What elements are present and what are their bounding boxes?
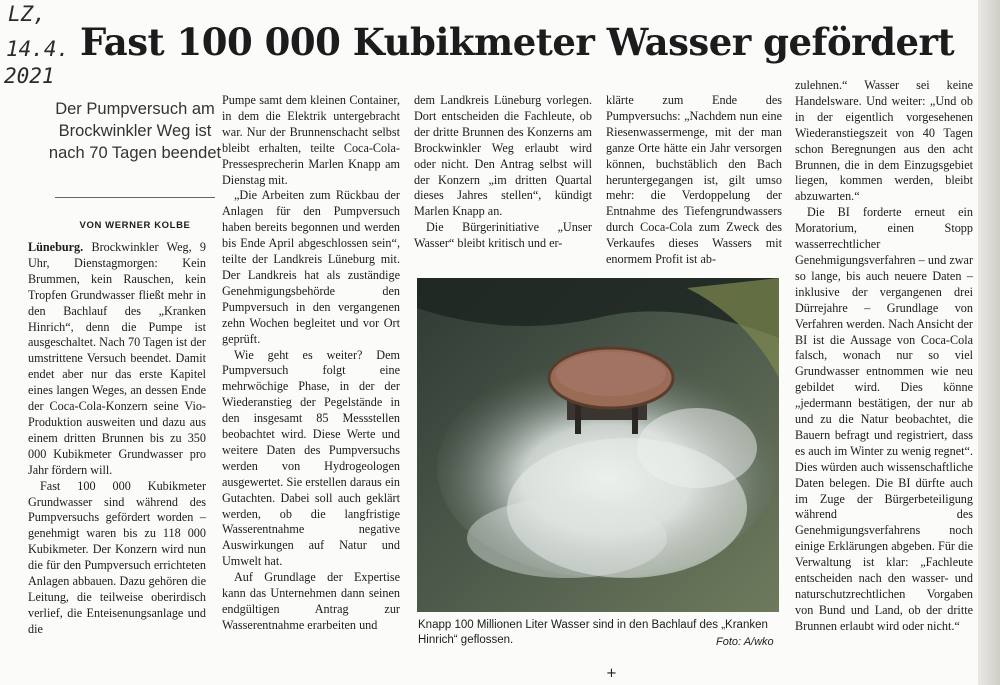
paragraph: dem Landkreis Lüneburg vorlegen. Dort entscheiden die Fachleute, ob der dritte Brunnen des Konzerns am Brockwinkler Weg erlaubt wird oder nicht. Den Antrag selbst will der Konzern „im dritten Quartal dieses Jahres stellen“, kündigt Marlen Knapp an. <box>414 93 592 219</box>
column-5 <box>795 78 973 678</box>
paragraph: Wie geht es weiter? Dem Pumpversuch folgt eine mehrwöchige Phase, in der der Wiederanstieg der Pegelstände in den insgesamt 85 Messstellen beobachtet wird. Diese Werte und weitere Daten des Pumpversuchs werden von Hydrogeologen ausgewertet. Sie erstellen daraus ein Gutachten. Dabei soll auch geklärt werden, ob die langfristige Wasserentnahme negative Auswirkungen auf Natur und Umwelt hat. <box>222 347 400 569</box>
article-subhead: Der Pumpversuch am Brockwinkler Weg ist nach 70 Tagen beendet <box>48 100 222 162</box>
paragraph: Die Bürgerinitiative „Unser Wasser“ bleibt kritisch und er- <box>414 220 592 251</box>
handwritten-year: 2021 <box>4 64 55 88</box>
paragraph: klärte zum Ende des Pumpversuchs: „Nachdem nun eine Riesenwassermenge, mit der man ganze Orte hätte ein Jahr versorgen können, buchstäblich den Bach heruntergegangen ist, gilt umso mehr: die Verdoppelung der Entnahme des Tiefengrundwassers durch Coca-Cola zum Zweck des Verkaufes dieses Wassers mit enormem Profit ist ab- <box>606 93 782 267</box>
column-2 <box>222 93 400 663</box>
paragraph <box>28 240 206 479</box>
paragraph: „Die Arbeiten zum Rückbau der Anlagen für den Pumpversuch haben bereits begonnen und werden bis Ende April abgeschlossen sein“, teilte der Landkreis Lüneburg mit. Der Landkreis hat als zuständige Genehmigungsbehörde den Pumpversuch in den vergangenen zehn Wochen begleitet und vor Ort geprüft. <box>222 188 400 346</box>
handwritten-source: LZ, <box>8 2 46 26</box>
well-photo-illustration <box>417 278 779 612</box>
byline: VON WERNER KOLBE <box>79 220 191 231</box>
article-photo <box>417 278 779 612</box>
photo-caption: Knapp 100 Millionen Liter Wasser sind in den Bachlauf des „Kranken Hinrich“ geflossen. <box>418 619 768 646</box>
paragraph: zulehnen.“ Wasser sei keine Handelsware. Und weiter: „Und ob in der eigentlich vorgesehenen Wiederanstiegszeit von 40 Tagen schon Beregnungen aus den acht Brunnen, die in dem Einzugsgebiet liegen, kommen werden, bleibt abzuwarten.“ <box>795 78 973 204</box>
photo-credit: Foto: A/wko <box>716 636 774 648</box>
paragraph-text: Brockwinkler Weg, 9 Uhr, Dienstagmorgen: Kein Brummen, kein Rauschen, kein Tropfen Grundwasser fließt mehr in den Bachlauf des „Kranken Hinrich“, denn die Pumpe ist ausgeschaltet. Nach 70 Tagen ist der umstrittene Versuch beendet. Damit endet aber nur das erste Kapitel eines langen Weges, an dessen Ende der Coca-Cola-Konzern seine Vio-Produktion ausweiten und dazu aus einem dritten Brunnen bis zu 350 000 Kubikmeter Grundwasser pro Jahr fördern will. <box>28 240 206 477</box>
article-headline: Fast 100 000 Kubikmeter Wasser gefördert <box>80 20 955 64</box>
handwritten-date: 14.4. <box>6 37 70 61</box>
paragraph: Auf Grundlage der Expertise kann das Unternehmen dann seinen endgültigen Antrag zur Wasserentnahme erarbeiten und <box>222 570 400 632</box>
paper-edge <box>978 0 1000 685</box>
subhead-divider <box>55 197 215 198</box>
column-3 <box>414 93 592 268</box>
column-1 <box>28 240 206 670</box>
paragraph: Fast 100 000 Kubikmeter Grundwasser sind während des Pumpversuchs gefördert worden – genehmigt waren bis zu 118 000 Kubikmeter. Der Konzern wird nun die für den Pumpversuch errichteten Anlagen abbauen. Dazu gehören die Leitung, die teilweise oberirdisch verlief, die Enteisenungsanlage und die <box>28 478 206 636</box>
registration-mark: + <box>606 666 617 681</box>
column-4 <box>606 93 782 268</box>
paragraph: Die BI forderte erneut ein Moratorium, einen Stopp wasserrechtlicher Genehmigungsverfahren – und zwar so lange, bis auch neuere Daten – inklusive der vergangenen drei Dürrejahre – Grundlage von Verfahren werden. Nach Ansicht der BI ist die Aussage von Coca-Cola falsch, wonach nur so viel Grundwasser entnommen wie neu gebildet wird. Dies könne „jedermann bestätigen, der nur ab und zu die Natur beobachtet, die Bauern befragt und registriert, dass es auch im Winter zu wenig regnet“. Dies würden auch wissenschaftliche Daten belegen. Die BI dürfte auch im Zuge der Bürgerbeteiligung während des Genehmigungsverfahrens noch einige Erklärungen abgeben. Für die Verwaltung ist klar: „Fachleute entscheiden nach den wasser- und naturschutzrechtlichen Vorgaben von Bund und Land, ob der dritte Brunnen erlaubt wird oder nicht.“ <box>795 205 973 633</box>
paragraph: Pumpe samt dem kleinen Container, in dem die Elektrik untergebracht war. Nur der Brunnenschacht selbst bleibt erhalten, teilte Coca-Cola-Pressesprecherin Marlen Knapp am Dienstag mit. <box>222 93 400 187</box>
dateline: Lüneburg. <box>28 240 84 254</box>
